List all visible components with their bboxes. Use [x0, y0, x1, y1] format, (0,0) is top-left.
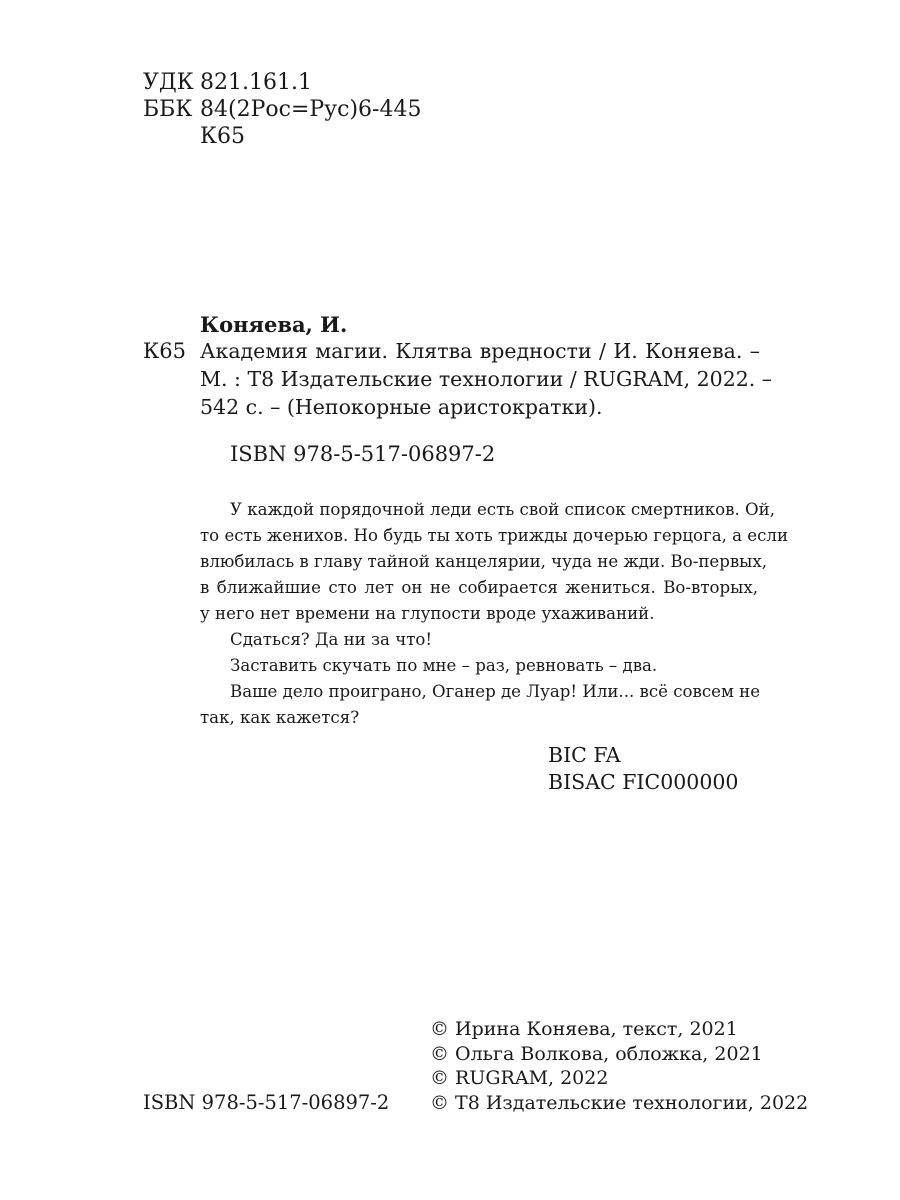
- copyright-line: © RUGRAM, 2022: [430, 1067, 609, 1089]
- annotation-line: Ваше дело проиграно, Оганер де Луар! Или... всё совсем не: [230, 682, 761, 701]
- bibliographic-description: [200, 337, 773, 421]
- annotation-line: то есть женихов. Но будь ты хоть трижды дочерью герцога, а если: [200, 526, 789, 545]
- annotation-line: у него нет времени на глупости вроде ухаживаний.: [200, 604, 655, 623]
- bisac-code: BISAC FIC000000: [548, 770, 739, 794]
- author-mark-row: [143, 124, 245, 150]
- copyright-line: © Ирина Коняева, текст, 2021: [430, 1018, 738, 1040]
- copyright-line: © Ольга Волкова, обложка, 2021: [430, 1042, 763, 1065]
- annotation-line: Заставить скучать по мне – раз, ревновать – два.: [230, 656, 658, 675]
- annotation-line: в ближайшие сто лет он не собирается жениться. Во-вторых,: [200, 578, 758, 597]
- bbk-label: ББК: [143, 97, 193, 122]
- annotation-line: так, как кажется?: [200, 708, 360, 727]
- biblio-line: М. : Т8 Издательские технологии / RUGRAM, 2022. –: [200, 367, 773, 391]
- annotation: [200, 497, 789, 731]
- udk-label: УДК: [143, 70, 194, 95]
- author-mark-value: К65: [200, 124, 246, 149]
- annotation-line: Сдаться? Да ни за что!: [230, 630, 433, 649]
- udk-row: [143, 70, 312, 96]
- bbk-row: [143, 97, 421, 123]
- isbn-bottom: ISBN 978-5-517-06897-2: [143, 1091, 390, 1114]
- biblio-line: Академия магии. Клятва вредности / И. Коняева. –: [200, 339, 760, 363]
- biblio-line: 542 с. – (Непокорные аристократки).: [200, 395, 603, 419]
- subject-codes: [548, 742, 738, 796]
- annotation-line: У каждой порядочной леди есть свой список смертников. Ой,: [230, 500, 775, 519]
- annotation-line: влюбилась в главу тайной канцелярии, чуда не жди. Во-первых,: [200, 552, 768, 571]
- author-heading: Коняева, И.: [200, 312, 348, 337]
- bic-code: BIC FA: [548, 743, 621, 767]
- bbk-value: 84(2Рос=Рус)6-445: [200, 97, 422, 122]
- copyright-notices: [430, 1017, 808, 1115]
- udk-value: 821.161.1: [200, 70, 312, 95]
- isbn-top: ISBN 978-5-517-06897-2: [230, 442, 496, 466]
- copyright-line: © Т8 Издательские технологии, 2022: [430, 1091, 809, 1114]
- author-mark-code: К65: [143, 339, 186, 363]
